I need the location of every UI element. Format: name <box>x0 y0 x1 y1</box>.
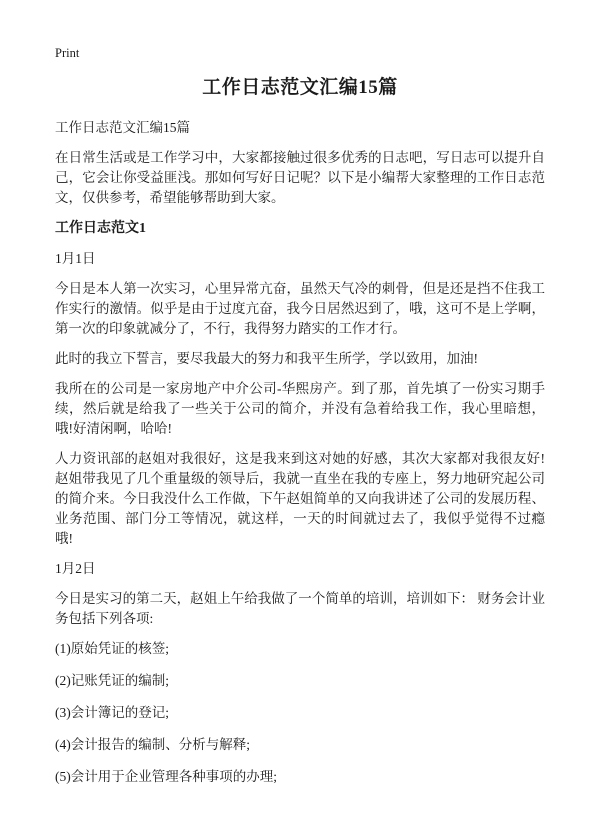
body-paragraph: 我所在的公司是一家房地产中介公司-华熙房产。到了那，首先填了一份实习期手续，然后就是给我了一些关于公司的简介，并没有急着给我工作，我心里暗想，哦!好清闲啊，哈哈! <box>55 381 545 436</box>
body-paragraph: 今日是实习的第二天，赵姐上午给我做了一个简单的培训，培训如下： 财务会计业务包括下列各项: <box>55 591 545 626</box>
list-item: (5)会计用于企业管理各种事项的办理; <box>55 769 277 784</box>
list-item: (3)会计簿记的登记; <box>55 705 169 720</box>
body-paragraph: 此时的我立下誓言，要尽我最大的努力和我平生所学，学以致用，加油! <box>55 351 478 366</box>
list-item: (1)原始凭证的核签; <box>55 641 169 656</box>
entry-date: 1月1日 <box>55 251 96 266</box>
list-item: (4)会计报告的编制、分析与解释; <box>55 737 250 752</box>
document-title: 工作日志范文汇编15篇 <box>202 77 398 98</box>
print-button[interactable]: Print <box>55 46 80 60</box>
document-subtitle: 工作日志范文汇编15篇 <box>55 120 190 135</box>
entry-date: 1月2日 <box>55 561 96 576</box>
list-item: (2)记账凭证的编制; <box>55 673 169 688</box>
body-paragraph: 今日是本人第一次实习，心里异常亢奋，虽然天气冷的刺骨，但是还是挡不住我工作实行的激情。似乎是由于过度亢奋，我今日居然迟到了，哦，这可不是上学啊，第一次的印象就减分了，不行，我得努力踏实的工作才行。 <box>55 281 545 336</box>
intro-paragraph: 在日常生活或是工作学习中，大家都接触过很多优秀的日志吧，写日志可以提升自己，它会让你受益匪浅。那如何写好日记呢？以下是小编帮大家整理的工作日志范文，仅供参考，希望能够帮助到大家。 <box>55 150 545 205</box>
body-paragraph: 人力资讯部的赵姐对我很好，这是我来到这对她的好感，其次大家都对我很友好!赵姐带我见了几个重量级的领导后，我就一直坐在我的专座上，努力地研究起公司的简介来。今日我没什么工作做，下午赵姐简单的又向我讲述了公司的发展历程、业务范围、部门分工等情况，就这样，一天的时间就过去了，我似乎觉得不过瘾哦! <box>55 451 545 546</box>
section-heading: 工作日志范文1 <box>55 221 146 236</box>
